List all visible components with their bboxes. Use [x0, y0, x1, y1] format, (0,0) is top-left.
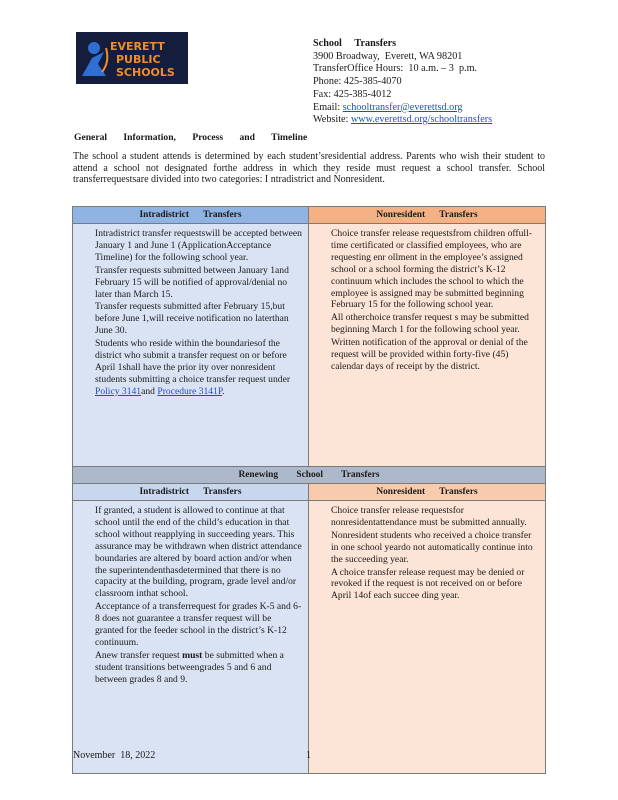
contact-email-row	[313, 102, 492, 115]
bullet-icon	[79, 505, 95, 600]
contact-block	[313, 38, 492, 127]
logo-text-2: PUBLIC	[116, 53, 161, 66]
renewing-row	[73, 500, 545, 773]
nonresident-header: Nonresident Transfers	[309, 484, 545, 500]
page-number: 1	[306, 750, 311, 761]
contact-hours: TransferOffice Hours: 10 a.m. – 3 p.m.	[313, 63, 478, 75]
item-text-bold: must	[182, 649, 203, 661]
list-item	[315, 312, 539, 336]
bullet-icon	[79, 601, 95, 649]
item-text: Written notification of the approval or denial of the request will be provided within forty-five (45) calendar days of receipt by the district.	[331, 337, 528, 372]
contact-website-row	[313, 114, 492, 127]
contact-fax: Fax: 425-385-4012	[313, 88, 392, 100]
bullet-icon	[79, 228, 95, 264]
item-text-start: Anew transfer request	[95, 649, 183, 661]
item-text	[95, 338, 302, 398]
list-item	[315, 530, 539, 566]
nonresident-list	[309, 501, 545, 602]
new-transfers-row	[73, 223, 545, 466]
website-link[interactable]: www.everettsd.org/schooltransfers	[350, 114, 493, 126]
list-item	[79, 601, 302, 649]
list-item	[315, 337, 539, 373]
list-item	[79, 228, 302, 264]
procedure-link[interactable]: Procedure 3141P	[157, 385, 223, 397]
contact-address: 3900 Broadway, Everett, WA 98201	[313, 50, 463, 62]
email-label: Email:	[313, 101, 343, 113]
item-text-mid: and	[141, 385, 158, 397]
list-item	[79, 265, 302, 301]
intradistrict-header: Intradistrict Transfers	[73, 207, 309, 223]
policy-link[interactable]: Policy 3141	[95, 385, 142, 397]
item-text: A choice transfer release request may be denied or revoked if the request is not received on or before April 14of each succee ding year.	[331, 566, 525, 602]
nonresident-cell	[309, 501, 545, 773]
nonresident-header: Nonresident Transfers	[309, 207, 545, 223]
website-label: Website:	[313, 114, 351, 126]
intro-paragraph: The school a student attends is determined by each student’sresidential address. Parents who wish their student to attend a school not designated forthe address in which they reside must request a school transfer. School transferrequestsare divided into two categories: I ntradistrict and Nonresident.	[73, 151, 545, 186]
intradistrict-cell	[73, 501, 309, 773]
nonresident-cell	[309, 224, 545, 466]
bullet-icon	[315, 567, 331, 603]
item-text: Transfer requests submitted between January 1and February 15 will be notified of approval/denial no later than March 15.	[95, 264, 289, 300]
contact-phone: Phone: 425-385-4070	[313, 76, 402, 88]
item-text: Nonresident students who received a choice transfer in one school yeardo not automatically continue into the succeeding year.	[331, 529, 533, 565]
district-logo	[76, 32, 188, 84]
item-text: Choice transfer release requestsfor nonresidentattendance must be submitted annually.	[331, 505, 527, 528]
intradistrict-list	[73, 224, 308, 398]
bullet-icon	[79, 301, 95, 337]
nonresident-list	[309, 224, 545, 373]
bullet-icon	[315, 337, 331, 373]
bullet-icon	[315, 312, 331, 336]
section-heading: General Information, Process and Timeline	[74, 132, 308, 143]
renewing-header: Renewing School Transfers	[73, 466, 545, 483]
item-text-end: be submitted when a student transitions betweengrades 5 and 6 and between grades 8 and 9.	[95, 649, 284, 685]
footer-date: November 18, 2022	[73, 750, 156, 761]
bullet-icon	[315, 505, 331, 529]
list-item	[315, 505, 539, 529]
contact-title: School Transfers	[313, 38, 397, 49]
renewing-subheader-row	[73, 483, 545, 500]
item-text: Intradistrict transfer requestswill be accepted between January 1 and June 1 (ApplicationAcceptance Timeline) for the following school year.	[95, 228, 302, 263]
intradistrict-cell	[73, 224, 309, 466]
item-text	[95, 650, 302, 686]
item-text: If granted, a student is allowed to continue at that school until the end of the child’s education in that school without reapplying in succeeding years. This assurance may be withdrawn when district attendance boundaries are altered by board action and/or when the superintendenthasdetermined that there is no capacity at the building, program, grade level and/or classroom inthat school.	[95, 505, 302, 600]
email-link[interactable]: schooltransfer@everettsd.org	[342, 101, 463, 113]
intradistrict-list	[73, 501, 308, 686]
list-item	[79, 301, 302, 337]
item-text: Choice transfer release requestsfrom children offull- time certificated or classified employees, who are requesting enr ollment in the employee’s assigned school or a school forming the district’s K-12 continuum which includes the school to which the employee is assigned may be submitted beginning February 15 for the following school year.	[331, 228, 532, 311]
transfer-table	[72, 206, 546, 774]
item-text-end: .	[222, 385, 225, 397]
bullet-icon	[315, 228, 331, 311]
item-text: All otherchoice transfer request s may be submitted beginning March 1 for the following school year.	[331, 312, 529, 336]
list-item	[315, 567, 539, 603]
item-text: Transfer requests submitted after February 15,but before June 1,will receive notification no laterthan June 30.	[95, 301, 289, 337]
bullet-icon	[315, 530, 331, 566]
list-item	[79, 338, 302, 398]
item-text: Acceptance of a transferrequest for grades K-5 and 6-8 does not guarantee a transfer request will be granted for the feeder school in the district’s K-12 continuum.	[95, 601, 302, 648]
item-text-start: Students who reside within the boundariesof the district who submit a transfer request on or before April 1shall have the prior ity over nonresident students submitting a choice transfer request under	[95, 338, 291, 385]
bullet-icon	[79, 265, 95, 301]
new-transfers-header-row	[73, 207, 545, 223]
intradistrict-header: Intradistrict Transfers	[73, 484, 309, 500]
bullet-icon	[79, 650, 95, 686]
list-item	[315, 228, 539, 311]
bullet-icon	[79, 338, 95, 398]
list-item	[79, 505, 302, 600]
logo-text-1: EVERETT	[110, 40, 165, 53]
logo-text-3: SCHOOLS	[116, 66, 175, 79]
list-item	[79, 650, 302, 686]
